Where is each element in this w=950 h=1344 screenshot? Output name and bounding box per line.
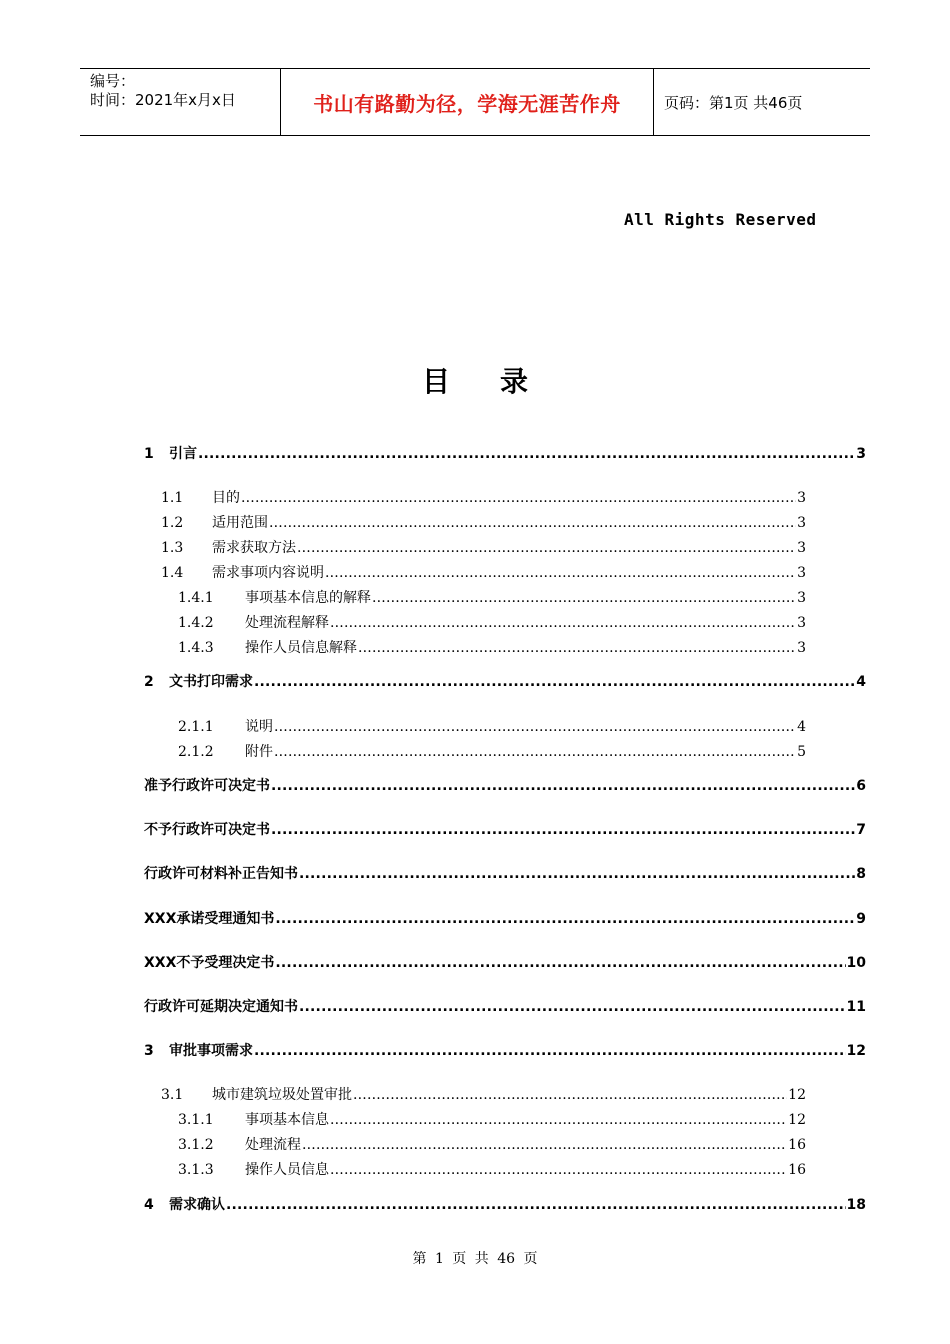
toc-entry-page: 10	[846, 955, 866, 971]
toc-title: 目录	[421, 365, 578, 398]
toc-entry-page: 3	[797, 540, 806, 556]
toc-entry-number: 1	[144, 446, 154, 462]
toc-entry-page: 8	[856, 866, 866, 882]
toc-leader-dots	[254, 674, 855, 690]
toc-entry-title: 附件	[245, 744, 273, 760]
toc-entry[interactable]	[144, 443, 866, 463]
toc-entry-number: 3	[144, 1043, 154, 1059]
toc-leader-dots	[330, 1162, 787, 1178]
toc-leader-dots	[271, 822, 855, 838]
toc-leader-dots	[271, 778, 855, 794]
toc-entry[interactable]	[144, 863, 866, 883]
toc-entry-title: 操作人员信息	[245, 1162, 329, 1178]
header-page-info: 页码：第1页 共46页	[664, 93, 803, 112]
toc-entry-page: 3	[797, 640, 806, 656]
toc-entry-title: 引言	[169, 446, 197, 462]
toc-entry[interactable]	[178, 637, 806, 657]
header-motto: 书山有路勤为径，学海无涯苦作舟	[281, 69, 654, 135]
toc-leader-dots	[302, 1137, 787, 1153]
toc-leader-dots	[274, 719, 796, 735]
toc-entry-page: 9	[856, 911, 866, 927]
toc-entry-number: 1.2	[161, 515, 184, 531]
toc-entry-title: 处理流程解释	[245, 615, 329, 631]
toc-leader-dots	[275, 955, 845, 971]
toc-entry[interactable]	[144, 1040, 866, 1060]
toc-entry-number: 1.4.2	[178, 615, 214, 631]
toc-entry[interactable]	[144, 952, 866, 972]
toc-entry[interactable]	[178, 716, 806, 736]
header-meta	[80, 69, 281, 135]
toc-entry-title: XXX承诺受理通知书	[144, 911, 275, 927]
toc-entry-number: 2.1.1	[178, 719, 214, 735]
toc-entry-page: 7	[856, 822, 866, 838]
toc-entry-page: 18	[846, 1197, 866, 1213]
toc-entry[interactable]	[161, 537, 806, 557]
toc-entry[interactable]	[178, 1134, 806, 1154]
toc-entry-page: 3	[797, 490, 806, 506]
toc-entry-number: 1.3	[161, 540, 184, 556]
toc-entry[interactable]	[178, 1159, 806, 1179]
toc-leader-dots	[299, 999, 846, 1015]
toc-entry[interactable]	[161, 512, 806, 532]
toc-entry[interactable]	[161, 487, 806, 507]
toc-entry-title: 说明	[245, 719, 273, 735]
toc-entry-number: 4	[144, 1197, 154, 1213]
toc-leader-dots	[330, 615, 796, 631]
rights-reserved: All Rights Reserved	[624, 210, 817, 229]
toc-entry-number: 2	[144, 674, 154, 690]
toc-entry-title: 审批事项需求	[169, 1043, 253, 1059]
toc-entry-title: 处理流程	[245, 1137, 301, 1153]
toc-entry[interactable]	[144, 1194, 866, 1214]
toc-entry[interactable]	[144, 908, 866, 928]
toc-entry-page: 6	[856, 778, 866, 794]
page-footer: 第 1 页 共 46 页	[412, 1251, 538, 1267]
toc-entry-page: 4	[856, 674, 866, 690]
toc-entry-title: 事项基本信息的解释	[245, 590, 371, 606]
toc-entry-title: 需求确认	[169, 1197, 225, 1213]
toc-entry-title: 行政许可延期决定通知书	[144, 999, 298, 1015]
toc-entry[interactable]	[144, 819, 866, 839]
toc-entry-number: 3.1.3	[178, 1162, 214, 1178]
toc-entry-page: 3	[856, 446, 866, 462]
toc-entry-title: 行政许可材料补正告知书	[144, 866, 298, 882]
toc-leader-dots	[241, 490, 796, 506]
toc-entry-number: 1.4.3	[178, 640, 214, 656]
toc-entry-title: 事项基本信息	[245, 1112, 329, 1128]
toc-leader-dots	[269, 515, 796, 531]
toc-entry-number: 3.1.1	[178, 1112, 214, 1128]
toc-entry-page: 3	[797, 615, 806, 631]
toc-entry-page: 5	[797, 744, 806, 760]
toc-entry[interactable]	[178, 612, 806, 632]
toc-leader-dots	[358, 640, 796, 656]
toc-leader-dots	[372, 590, 796, 606]
toc-entry-number: 2.1.2	[178, 744, 214, 760]
toc-entry[interactable]	[178, 741, 806, 761]
toc-leader-dots	[299, 866, 855, 882]
toc-entry-page: 12	[846, 1043, 866, 1059]
toc-entry-page: 12	[788, 1112, 806, 1128]
toc-entry[interactable]	[178, 1109, 806, 1129]
number-label: 编号：	[90, 72, 136, 90]
toc-entry-number: 1.4	[161, 565, 184, 581]
toc-entry[interactable]	[178, 587, 806, 607]
toc-entry-number: 3.1	[161, 1087, 184, 1103]
toc-entry-title: 文书打印需求	[169, 674, 253, 690]
toc-leader-dots	[353, 1087, 787, 1103]
toc-entry-page: 3	[797, 565, 806, 581]
toc-leader-dots	[226, 1197, 846, 1213]
toc-leader-dots	[325, 565, 796, 581]
toc-entry[interactable]	[161, 562, 806, 582]
toc-entry-title: 准予行政许可决定书	[144, 778, 270, 794]
toc-leader-dots	[330, 1112, 787, 1128]
toc-entry-title: XXX不予受理决定书	[144, 955, 275, 971]
toc-entry[interactable]	[161, 1084, 806, 1104]
toc-entry-page: 11	[846, 999, 866, 1015]
toc-leader-dots	[198, 446, 855, 462]
toc-entry-number: 1.1	[161, 490, 184, 506]
page-header	[80, 68, 870, 136]
toc-entry-title: 不予行政许可决定书	[144, 822, 270, 838]
toc-entry[interactable]	[144, 671, 866, 691]
toc-leader-dots	[274, 744, 796, 760]
toc-entry-title: 需求事项内容说明	[212, 565, 324, 581]
toc-entry-page: 3	[797, 515, 806, 531]
toc-entry[interactable]	[144, 775, 866, 795]
toc-leader-dots	[275, 911, 855, 927]
toc-entry-title: 需求获取方法	[212, 540, 296, 556]
toc-entry-page: 3	[797, 590, 806, 606]
toc-leader-dots	[254, 1043, 846, 1059]
toc-entry-page: 4	[797, 719, 806, 735]
toc-entry-number: 1.4.1	[178, 590, 214, 606]
toc-entry-title: 操作人员信息解释	[245, 640, 357, 656]
toc-entry-title: 城市建筑垃圾处置审批	[212, 1087, 352, 1103]
toc-entry-title: 目的	[212, 490, 240, 506]
toc-entry-page: 16	[788, 1162, 806, 1178]
toc-entry-title: 适用范围	[212, 515, 268, 531]
toc-entry-number: 3.1.2	[178, 1137, 214, 1153]
time-label: 时间：2021年x月x日	[90, 91, 236, 109]
toc-entry[interactable]	[144, 996, 866, 1016]
toc-entry-page: 12	[788, 1087, 806, 1103]
toc-entry-page: 16	[788, 1137, 806, 1153]
toc-leader-dots	[297, 540, 796, 556]
